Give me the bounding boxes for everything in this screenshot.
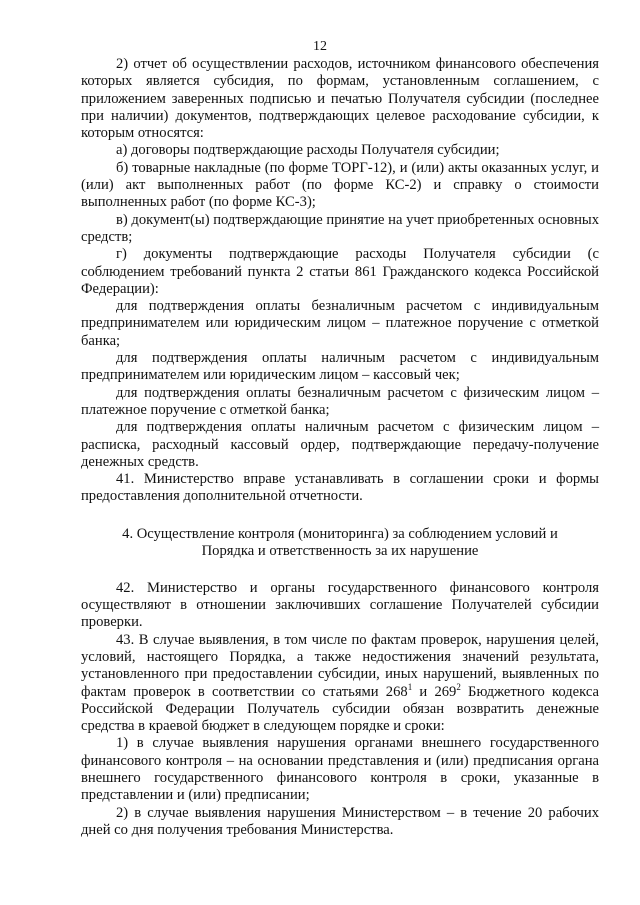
paragraph-43-item-2: 2) в случае выявления нарушения Министерством – в течение 20 рабочих дней со дня получения требования Министерства. (81, 804, 599, 838)
paragraph-41: 41. Министерство вправе устанавливать в соглашении сроки и формы предоставления дополнительной отчетности. (81, 471, 599, 505)
paragraph-cashless-individual: для подтверждения оплаты безналичным расчетом с физическим лицом – платежное поручение с отметкой банка; (81, 384, 599, 418)
paragraph-43-text-1: 43. В случае выявления, в том числе по фактам проверок, нарушения целей, условий, настоящего Порядка, а также недостижения значений результата, установленного при предоставлении субсидии, иных нарушений, выявленных по фактам проверок в соответствии со статьями 268 (81, 631, 599, 700)
paragraph-cash-entity: для подтверждения оплаты наличным расчетом с индивидуальным предпринимателем или юридическим лицом – кассовый чек; (81, 350, 599, 384)
paragraph-item-g: г) документы подтверждающие расходы Получателя субсидии (с соблюдением требований пункта 2 статьи 861 Гражданского кодекса Российской Федерации): (81, 246, 599, 297)
superscript-1: 1 (407, 681, 413, 692)
paragraph-43-text-2: и 269 (412, 683, 457, 700)
paragraph-cash-individual: для подтверждения оплаты наличным расчетом с физическим лицом – расписка, расходный кассовый ордер, подтверждающие передачу-получение денежных средств. (81, 419, 599, 470)
document-body (81, 56, 599, 839)
section-heading-line-1: 4. Осуществление контроля (мониторинга) за соблюдением условий и (122, 525, 558, 542)
paragraph-item-a: а) договоры подтверждающие расходы Получателя субсидии; (116, 142, 500, 159)
paragraph-item-b: б) товарные накладные (по форме ТОРГ-12), и (или) акты оказанных услуг, и (или) акт выполненных работ (по форме КС-2) и справку о стоимости выполненных работ (по форме КС-3); (81, 159, 599, 211)
section-heading (81, 526, 599, 561)
paragraph-42: 42. Министерство и органы государственного финансового контроля осуществляют в отношении заключивших соглашение Получателей субсидии проверки. (81, 579, 599, 631)
section-heading-line-2: Порядка и ответственность за их нарушение (201, 543, 479, 560)
superscript-2: 2 (456, 681, 461, 692)
page-number: 12 (313, 39, 327, 54)
paragraph-cashless-entity: для подтверждения оплаты безналичным расчетом с индивидуальным предпринимателем или юридическим лицом – платежное поручение с отметкой банка; (81, 298, 599, 349)
paragraph-item-v: в) документ(ы) подтверждающие принятие на учет приобретенных основных средств; (81, 211, 599, 245)
paragraph-43-item-1: 1) в случае выявления нарушения органами внешнего государственного финансового контроля – на основании представления и (или) предписания органа внешнего государственного финансового контроля в сроки, указанные в представлении и (или) предписании; (81, 735, 599, 804)
paragraph-43-text-3: Бюджетного кодекса Российской Федерации Получатель субсидии обязан возвратить денежные средства в краевой бюджет в следующем порядке и сроки: (81, 683, 599, 735)
paragraph-report: 2) отчет об осуществлении расходов, источником финансового обеспечения которых является субсидия, по формам, установленным соглашением, с приложением заверенных подписью и печатью Получателя субсидии (последнее при наличии) документов, подтверждающих целевое расходование субсидии, к которым относятся: (81, 56, 599, 142)
paragraph-43 (81, 632, 599, 736)
